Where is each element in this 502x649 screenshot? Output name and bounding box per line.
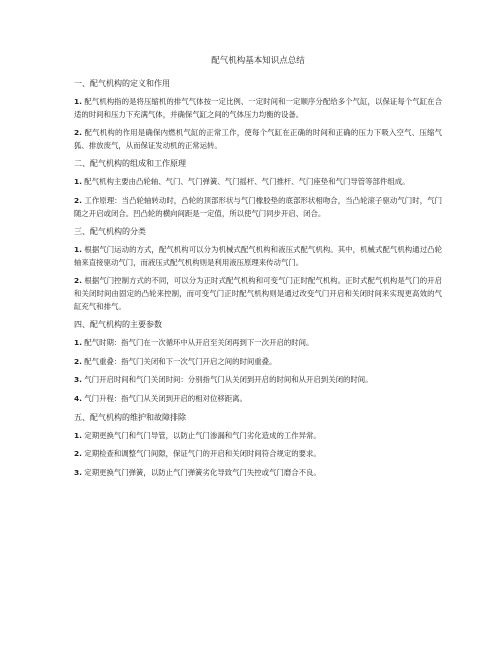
paragraph-text: 配气机构的作用是确保内燃机气缸的正常工作，使每个气缸在正确的时间和正确的压力下吸入空气、压缩气狐、排放废气，从而保证发动机的正常运转。 <box>74 128 442 150</box>
paragraph <box>74 430 442 443</box>
paragraph <box>74 275 442 313</box>
paragraph-text: 定期更换气门弹簧，以防止气门弹簧劣化导致气门失控或气门磨合不良。 <box>81 467 321 477</box>
section-definition <box>74 78 442 152</box>
paragraph-number: 2. <box>74 276 82 286</box>
paragraph-text: 配气机构主要由凸轮轴、气门、气门弹簧、气门摇杆、气门推杆、气门座垫和气门导管等部件组成。 <box>81 177 410 187</box>
paragraph-text: 配气时期：指气门在一次循环中从开启至关闭再到下一次开启的时间。 <box>81 338 314 348</box>
paragraph-number: 1. <box>74 97 82 106</box>
paragraph-number: 1. <box>74 177 82 187</box>
section-heading: 三、配气机构的分类 <box>74 227 146 237</box>
paragraph <box>74 393 442 406</box>
paragraph-text: 根据气门运动的方式，配气机构可以分为机械式配气机构和液压式配气机构。其中，机械式配气机构通过凸轮轴来直接驱动气门，而液压式配气机构则是利用液压原理来传动气门。 <box>74 245 442 267</box>
paragraph-number: 1. <box>74 430 82 440</box>
paragraph-number: 2. <box>74 449 82 459</box>
paragraph-number: 3. <box>74 467 82 477</box>
paragraph <box>74 337 442 350</box>
paragraph <box>74 127 442 152</box>
paragraph-text: 配气重叠：指气门关闭和下一次气门开启之间的时间重叠。 <box>81 356 277 366</box>
document-title: 配气机构基本知识点总结 <box>211 56 305 66</box>
paragraph <box>74 96 442 121</box>
paragraph-text: 工作原理：当凸轮轴转动时，凸轮的顶部形状与气门橡胶垫的底部形状相吻合，当凸轮滚子驱动气门时，气门随之开启或闭合。凹凸轮的横向间距是一定值，所以使气门同步开启、闭合。 <box>74 195 442 218</box>
section-parameters <box>74 319 442 405</box>
paragraph-number: 2. <box>74 128 82 138</box>
paragraph-text: 气门开启时间和气门关闭时间：分别指气门从关闭到开启的时间和从开启到关闭的时间。 <box>81 375 373 385</box>
paragraph-number: 2. <box>74 195 82 205</box>
paragraph <box>74 176 442 189</box>
paragraph-text: 配气机构指的是将压缩机的排气气体按一定比例、一定时间和一定顺序分配给多个气缸，以保证每个气缸在合适的时间和压力下充满气体，并确保气缸之间的气体压力均衡的设备。 <box>74 97 442 119</box>
paragraph-number: 1. <box>74 245 82 255</box>
section-heading: 一、配气机构的定义和作用 <box>74 79 170 88</box>
section-classification <box>74 226 442 313</box>
section-composition <box>74 158 442 220</box>
section-maintenance <box>74 412 442 480</box>
paragraph-text: 定期检查和调整气门间隙，保证气门的开启和关闭时间符合规定的要求。 <box>81 449 321 459</box>
paragraph <box>74 467 442 480</box>
paragraph <box>74 195 442 220</box>
paragraph-number: 3. <box>74 375 82 385</box>
paragraph <box>74 244 442 269</box>
paragraph-text: 定期更换气门和气门导管，以防止气门渗漏和气门劣化造成的工作异常。 <box>81 430 321 440</box>
section-heading: 四、配气机构的主要参数 <box>74 320 162 330</box>
paragraph-number: 1. <box>74 338 82 348</box>
paragraph-text: 气门升程：指气门从关闭到开启的相对位移距离。 <box>81 393 247 403</box>
paragraph <box>74 356 442 369</box>
section-heading: 二、配气机构的组成和工作原理 <box>74 159 186 169</box>
paragraph <box>74 374 442 387</box>
section-heading: 五、配气机构的维护和故障排除 <box>74 412 186 422</box>
paragraph-text: 根据气门控制方式的不同，可以分为正时式配气机构和可变气门正时配气机构。正时式配气机构是气门的开启和关闭时间由固定的凸轮来控制，而可变气门正时配气机构则是通过改变气门开启和关闭时间来实现更高效的气缸充气和排气。 <box>74 276 442 311</box>
paragraph <box>74 448 442 461</box>
paragraph-number: 4. <box>74 393 82 403</box>
paragraph-number: 2. <box>74 356 82 366</box>
